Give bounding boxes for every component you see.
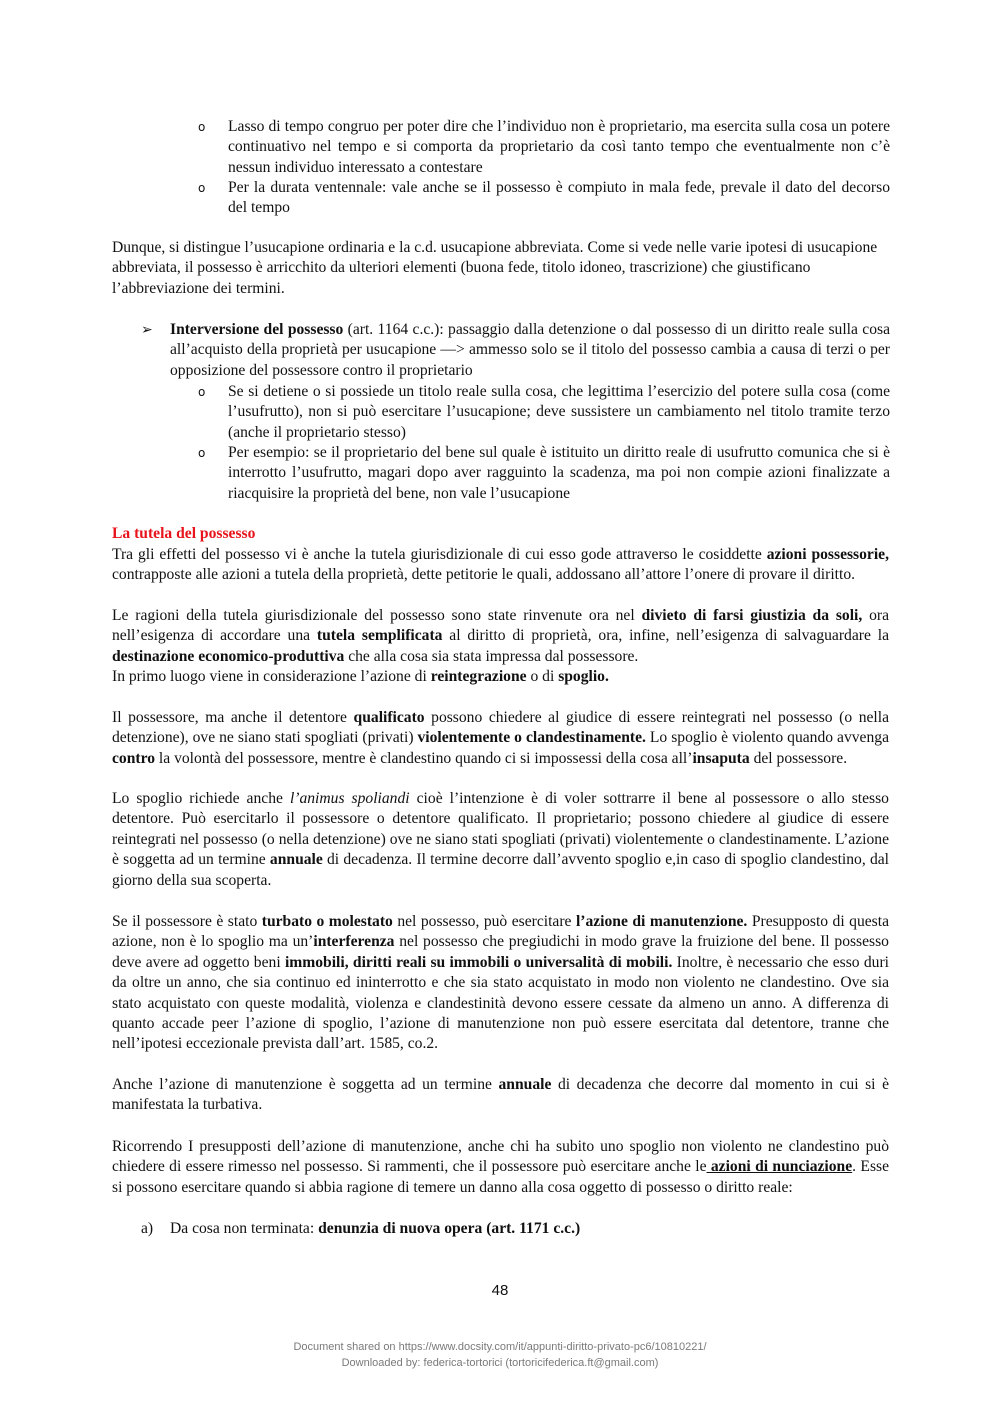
text-run: del possessore.	[749, 749, 848, 767]
paragraph	[112, 606, 889, 667]
paragraph	[112, 1075, 889, 1116]
bullet-circle-icon: o	[198, 181, 206, 195]
text-run: . Esse si possono esercitare quando si abbia ragione di temere un danno alla cosa oggetto di possesso o diritto reale:	[112, 1158, 889, 1196]
paragraph	[112, 545, 889, 586]
list-item-text: Per esempio: se il proprietario del bene sul quale è istituito un diritto reale di usufrutto comunica che si è interrotto l’usufrutto, magari dopo aver ragguinto la scadenza, ma poi non compie azioni finalizzate a riacquisire la proprietà del bene, non vale l’usucapione	[228, 444, 890, 502]
page-number: 48	[491, 1282, 509, 1299]
list-item-text	[170, 320, 890, 381]
text-run: o di	[526, 668, 559, 685]
text-bold: azioni possessorie,	[766, 546, 889, 563]
text-run: Ricorrendo I presupposti dell’azione di manutenzione, anche chi ha subito uno spoglio non violento ne clandestino può chiedere di essere rimesso nel possesso. Si rammenti, che il possessore può esercitare anche le	[112, 1138, 889, 1176]
text-run: possono chiedere al giudice di essere reintegrati nel possesso (o nella detenzione), ove ne siano stati spogliati (privati)	[112, 709, 889, 747]
text-run: contrapposte alle azioni a tutela della proprietà, dette petitorie le quali, addossano all’attore l’onere di provare il diritto.	[112, 566, 856, 584]
footer-downloaded: Downloaded by: federica-tortorici (tortoricifederica.ft@gmail.com)	[341, 1357, 659, 1369]
text-bold-underlined: azioni di nunciazione	[706, 1158, 853, 1176]
text-bold: denunzia di nuova opera (art. 1171 c.c.)	[318, 1220, 581, 1237]
text-run: Il possessore, ma anche il detentore	[112, 709, 354, 726]
text-bold: qualificato	[353, 709, 425, 726]
text-run: cioè l’intenzione è di voler sottrarre il bene al possessore o allo stesso detentore. Può esercitarlo il possessore o detentore qualificato. Il proprietario; possono chiedere al giudice di essere reintegrati nel possesso (o nella detenzione) ove ne siano stati spogliati (privati) violentemente o clandestinamente. L’azione è soggetta ad un termine	[112, 790, 889, 869]
text-bold: interferenza	[313, 933, 395, 951]
term-bold: Interversione del possesso	[170, 321, 344, 338]
text-run: di decadenza. Il termine decorre dall’avvento spoglio e,in caso di spoglio clandestino, dal giorno della sua scoperta.	[112, 851, 889, 889]
arrow-bullet-icon: ➢	[141, 322, 153, 338]
text-bold: spoglio.	[558, 668, 609, 685]
text-bold: annuale	[269, 851, 323, 869]
text-run: nel possesso che pregiudichi in modo grave la fruizione del bene. Il possesso deve avere ad oggetto beni	[112, 933, 889, 971]
paragraph	[112, 1137, 889, 1198]
text-run: la volontà del possessore, mentre è clandestino quando ci si impossessi della cosa all’	[155, 749, 693, 767]
text-run: che alla cosa sia stata impressa dal possessore.	[344, 647, 639, 665]
text-italic: l’animus spoliandi	[289, 790, 410, 807]
text-run: Anche l’azione di manutenzione è soggetta ad un termine	[112, 1076, 499, 1093]
section-heading: La tutela del possesso	[112, 525, 256, 542]
text-run: Se il possessore è stato	[112, 913, 262, 930]
text-run: Le ragioni della tutela giurisdizionale del possesso sono state rinvenute ora nel	[112, 607, 642, 624]
paragraph-dunque: Dunque, si distingue l’usucapione ordinaria e la c.d. usucapione abbreviata. Come si vede nelle varie ipotesi di usucapione abbreviata, il possesso è arricchito da ulteriori elementi (buona fede, titolo idoneo, trascrizione) che giustificano l’abbreviazione dei termini.	[112, 239, 878, 297]
text-bold: turbato o molestato	[261, 913, 393, 930]
paragraph	[112, 789, 889, 891]
text-bold: tutela semplificata	[316, 627, 443, 645]
list-item-text	[170, 1219, 890, 1239]
paragraph	[112, 912, 889, 1055]
text-bold: insaputa	[692, 749, 750, 767]
text-bold: violentemente o clandestinamente.	[417, 729, 646, 747]
paragraph	[112, 708, 889, 769]
text-bold: reintegrazione	[430, 668, 527, 685]
text-run: Tra gli effetti del possesso vi è anche la tutela giurisdizionale di cui esso gode attraverso le cosiddette	[112, 546, 767, 563]
paragraph	[112, 667, 889, 687]
text-run: ora nell’esigenza di accordare una	[112, 607, 890, 645]
text-bold: divieto di farsi giustizia da soli,	[641, 607, 863, 624]
text-run: al diritto di proprietà, ora, infine, nell’esigenza di salvaguardare la	[442, 627, 889, 645]
text-bold: immobili, diritti reali su immobili o universalità di mobili.	[284, 953, 673, 971]
text-run: (art. 1164 c.c.): passaggio dalla detenzione o dal possesso di un diritto reale sulla cosa all’acquisto della proprietà per usucapione —> ammesso solo se il titolo del possesso cambia a causa di terzi o per opposizione del possessore contro il proprietario	[170, 321, 890, 379]
text-run: Lo spoglio richiede anche	[112, 790, 290, 807]
bullet-circle-icon: o	[198, 120, 206, 134]
text-bold: contro	[112, 749, 156, 767]
text-run: In primo luogo viene in considerazione l’azione di	[112, 668, 431, 685]
text-run: Presupposto di questa azione, non è lo spoglio ma un’	[112, 913, 889, 951]
list-label: a)	[141, 1220, 154, 1237]
text-run: di decadenza che decorre dal momento in cui si è manifestata la turbativa.	[112, 1076, 889, 1114]
footer-shared: Document shared on https://www.docsity.com/it/appunti-diritto-privato-pc6/10810221/	[293, 1341, 707, 1353]
list-item-text: Per la durata ventennale: vale anche se il possesso è compiuto in mala fede, prevale il dato del decorso del tempo	[228, 179, 890, 217]
list-item-text: Se si detiene o si possiede un titolo reale sulla cosa, che legittima l’esercizio del potere sulla cosa (come l’usufrutto), non si può esercitare l’usucapione; deve sussistere un cambiamento nel titolo tramite terzo (anche il proprietario stesso)	[228, 383, 890, 441]
list-item-text: Lasso di tempo congruo per poter dire che l’individuo non è proprietario, ma esercita sulla cosa un potere continuativo nel tempo e si comporta da proprietario da così tanto tempo che eventualmente non c’è nessun individuo interessato a contestare	[228, 118, 890, 176]
bullet-circle-icon: o	[198, 385, 206, 399]
text-run: Lo spoglio è violento quando avvenga	[645, 729, 889, 747]
bullet-circle-icon: o	[198, 446, 206, 460]
text-bold: l’azione di manutenzione.	[575, 913, 748, 930]
text-run: Da cosa non terminata:	[170, 1220, 319, 1237]
text-run: Inoltre, è necessario che esso duri da oltre un anno, che sia continuo ed ininterrotto e che sia stato acquistato in modo non violento ne clandestino. Ove sia stato acquistato con queste modalità, violenza e clandestinità devono essere cessate da almeno un anno. A differenza di quanto accade peer l’azione di spoglio, l’azione di manutenzione non può essere esercitata dal detentore, tranne che nell’ipotesi eccezionale prevista dall’art. 1585, co.2.	[112, 953, 889, 1053]
text-bold: annuale	[498, 1076, 552, 1093]
text-run: nel possesso, può esercitare	[392, 913, 576, 930]
text-bold: destinazione economico-produttiva	[112, 647, 345, 665]
